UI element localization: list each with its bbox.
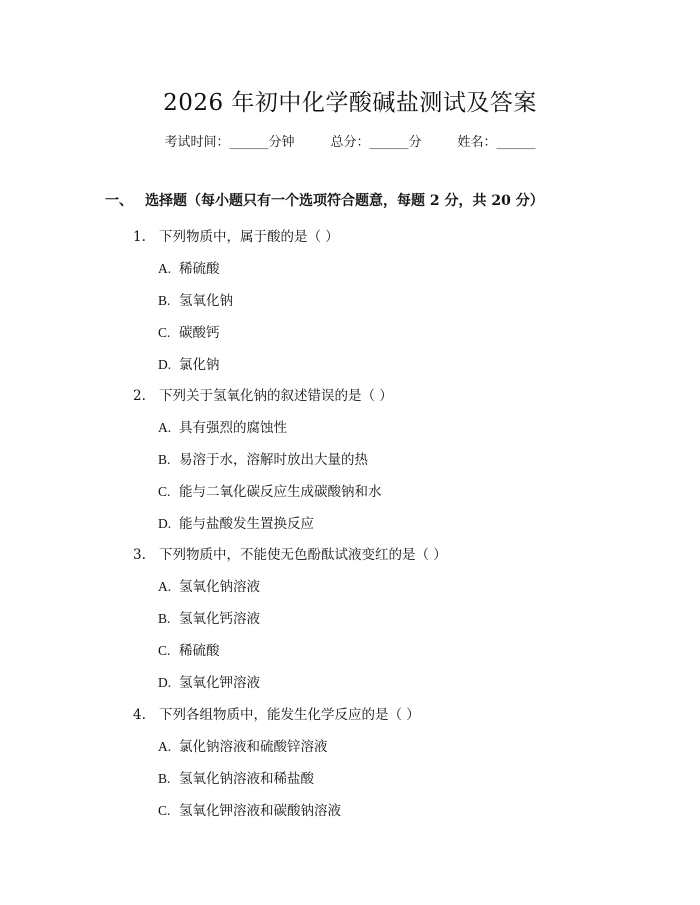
option-letter: D. bbox=[158, 675, 172, 690]
question-1 bbox=[133, 225, 339, 245]
question-number: 2. bbox=[133, 388, 146, 404]
option-text: 碳酸钙 bbox=[179, 325, 220, 341]
option-text: 氢氧化钠溶液和稀盐酸 bbox=[179, 771, 314, 787]
section-text: 选择题（每小题只有一个选项符合题意，每题 2 分，共 20 分） bbox=[145, 193, 544, 209]
option-4a bbox=[158, 735, 328, 755]
option-1d bbox=[158, 353, 220, 373]
exam-info bbox=[0, 131, 700, 150]
option-4b bbox=[158, 767, 314, 787]
option-2b bbox=[158, 448, 368, 468]
question-3 bbox=[133, 543, 447, 563]
question-4 bbox=[133, 703, 420, 723]
question-number: 4. bbox=[133, 707, 146, 723]
option-1c bbox=[158, 321, 220, 341]
option-text: 能与二氧化碳反应生成碳酸钠和水 bbox=[179, 484, 382, 500]
option-text: 能与盐酸发生置换反应 bbox=[179, 516, 314, 532]
option-letter: B. bbox=[158, 611, 171, 626]
option-text: 具有强烈的腐蚀性 bbox=[179, 420, 287, 436]
option-letter: D. bbox=[158, 357, 172, 372]
option-letter: C. bbox=[158, 643, 171, 658]
option-text: 稀硫酸 bbox=[179, 261, 220, 277]
option-text: 氢氧化钙溶液 bbox=[179, 611, 260, 627]
option-2d bbox=[158, 512, 314, 532]
option-letter: B. bbox=[158, 452, 171, 467]
option-4c bbox=[158, 799, 341, 819]
option-text: 氯化钠 bbox=[179, 357, 220, 373]
option-letter: C. bbox=[158, 803, 171, 818]
option-letter: A. bbox=[158, 261, 172, 276]
option-letter: A. bbox=[158, 420, 172, 435]
question-text: 下列各组物质中，能发生化学反应的是（ ） bbox=[159, 707, 420, 723]
page-title: 2026 年初中化学酸碱盐测试及答案 bbox=[163, 90, 537, 116]
option-letter: C. bbox=[158, 325, 171, 340]
question-text: 下列关于氢氧化钠的叙述错误的是（ ） bbox=[159, 388, 393, 404]
option-text: 氢氧化钾溶液和碳酸钠溶液 bbox=[179, 803, 341, 819]
option-text: 稀硫酸 bbox=[179, 643, 220, 659]
option-letter: A. bbox=[158, 579, 172, 594]
option-text: 氢氧化钾溶液 bbox=[179, 675, 260, 691]
option-letter: C. bbox=[158, 484, 171, 499]
question-2 bbox=[133, 384, 393, 404]
option-text: 氢氧化钠 bbox=[179, 293, 233, 309]
question-text: 下列物质中，不能使无色酚酞试液变红的是（ ） bbox=[159, 547, 447, 563]
exam-time: 考试时间：______分钟 bbox=[164, 135, 295, 150]
question-number: 1. bbox=[133, 229, 146, 245]
option-text: 氯化钠溶液和硫酸锌溶液 bbox=[179, 739, 328, 755]
option-1b bbox=[158, 289, 233, 309]
section-heading bbox=[105, 190, 544, 210]
option-letter: B. bbox=[158, 771, 171, 786]
option-3a bbox=[158, 575, 260, 595]
option-text: 氢氧化钠溶液 bbox=[179, 579, 260, 595]
option-letter: D. bbox=[158, 516, 172, 531]
option-2c bbox=[158, 480, 382, 500]
option-letter: B. bbox=[158, 293, 171, 308]
question-text: 下列物质中，属于酸的是（ ） bbox=[159, 229, 339, 245]
option-letter: A. bbox=[158, 739, 172, 754]
option-3d bbox=[158, 671, 260, 691]
option-1a bbox=[158, 257, 220, 277]
section-number: 一、 bbox=[105, 193, 133, 209]
exam-name: 姓名：______ bbox=[457, 135, 536, 150]
option-3c bbox=[158, 639, 220, 659]
option-3b bbox=[158, 607, 260, 627]
exam-score: 总分：______分 bbox=[330, 135, 422, 150]
option-text: 易溶于水，溶解时放出大量的热 bbox=[179, 452, 368, 468]
question-number: 3. bbox=[133, 547, 146, 563]
option-2a bbox=[158, 416, 287, 436]
